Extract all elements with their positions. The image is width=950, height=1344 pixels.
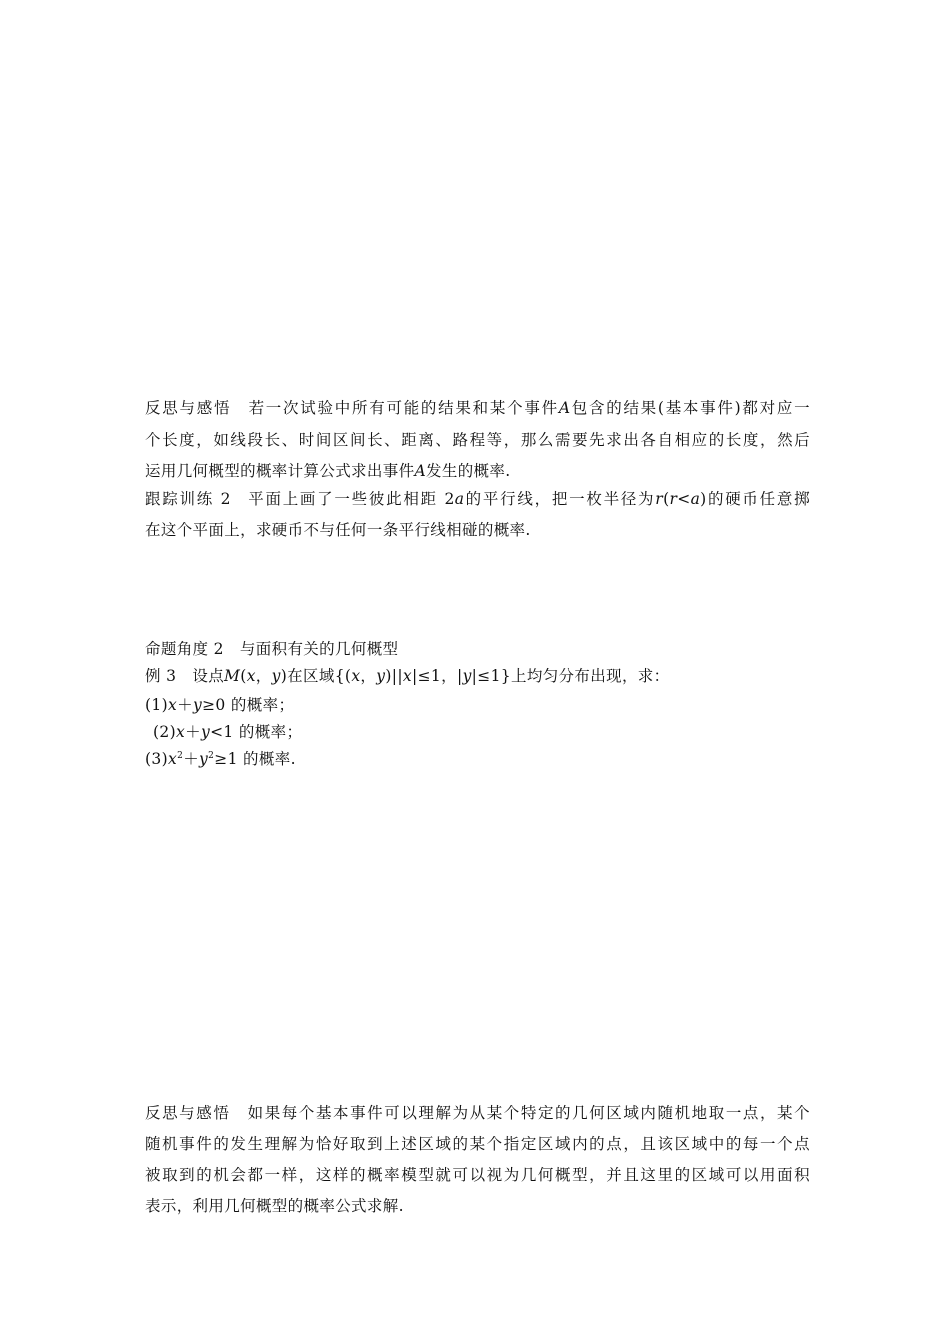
- reflection2-line4: 表示，利用几何概型的概率公式求解.: [145, 1197, 404, 1215]
- reflection2-text: 如果每个基本事件可以理解为从某个特定的几何区域内随机地取一点，某个: [246, 1104, 810, 1122]
- example3-text: )||: [385, 667, 403, 685]
- example3-line: [145, 664, 810, 688]
- exercise2-heading: 跟踪训练 2: [145, 490, 231, 508]
- example3-heading: 例 3: [145, 667, 177, 685]
- math-operator: ＋: [183, 750, 200, 768]
- var-y: y: [200, 723, 211, 741]
- example3-question-3: [145, 747, 810, 771]
- math-operator: ＋: [177, 696, 193, 714]
- var-x: x: [168, 696, 178, 714]
- var-x: x: [351, 667, 361, 685]
- var-x: x: [246, 667, 256, 685]
- example3-text: (: [240, 667, 247, 685]
- reflection2-line3: 被取到的机会都一样，这样的概率模型就可以视为几何概型，并且这里的区域可以用面积: [145, 1166, 810, 1184]
- exponent: 2: [177, 751, 184, 761]
- reflection2-line1: [145, 1101, 810, 1125]
- question-number: (3): [145, 750, 169, 768]
- angle2-heading: 命题角度 2: [145, 640, 224, 658]
- reflection1-heading: 反思与感悟: [145, 399, 232, 417]
- example3-text: 设点: [192, 667, 225, 685]
- question-text: ≥1 的概率.: [214, 750, 296, 768]
- question-text: ≥0 的概率；: [202, 696, 295, 714]
- exercise2-text: (: [663, 490, 670, 508]
- question-number: (1): [145, 696, 169, 714]
- exercise2-text: 的平行线，把一枚半径为: [464, 490, 656, 508]
- var-y: y: [376, 667, 386, 685]
- var-r: r: [669, 490, 678, 508]
- exercise2-text: 平面上画了一些彼此相距 2: [246, 490, 455, 508]
- reflection1-line1: [145, 396, 810, 420]
- exercise2-text: <: [677, 490, 691, 508]
- angle2-heading-line: [145, 637, 810, 661]
- var-x: x: [176, 723, 186, 741]
- angle2-title: 与面积有关的几何概型: [239, 640, 399, 658]
- var-y: y: [462, 667, 472, 685]
- var-a: a: [454, 490, 465, 508]
- reflection2-line2: 随机事件的发生理解为恰好取到上述区域的某个指定区域内的点，且该区域中的每一个点: [145, 1135, 810, 1153]
- reflection2-heading: 反思与感悟: [145, 1104, 231, 1122]
- example3-text: )在区域{(: [280, 667, 352, 685]
- var-a: a: [690, 490, 701, 508]
- example3-question-1: [145, 693, 810, 717]
- exercise2-text: )的硬币任意掷: [700, 490, 810, 508]
- var-y: y: [199, 750, 209, 768]
- question-number: (2): [153, 723, 177, 741]
- var-A: A: [558, 399, 571, 417]
- example3-text: |≤1}上均匀分布出现，求：: [471, 667, 670, 685]
- question-text: <1 的概率；: [210, 723, 303, 741]
- math-operator: ＋: [185, 723, 201, 741]
- example3-text: ，: [360, 667, 377, 685]
- example3-text: |≤1，|: [412, 667, 463, 685]
- example3-text: ，: [255, 667, 272, 685]
- reflection1-text: 发生的概率.: [426, 462, 511, 480]
- var-r: r: [655, 490, 664, 508]
- reflection1-text: 包含的结果(基本事件)都对应一: [570, 399, 810, 417]
- var-y: y: [192, 696, 203, 714]
- example3-question-2: [153, 720, 818, 744]
- var-M: M: [224, 667, 241, 685]
- var-A: A: [414, 462, 426, 480]
- reflection1-text: 若一次试验中所有可能的结果和某个事件: [247, 399, 559, 417]
- reflection1-text: 运用几何概型的概率计算公式求出事件: [145, 462, 415, 480]
- exponent: 2: [208, 751, 215, 761]
- exercise2-line1: [145, 487, 810, 511]
- var-x: x: [402, 667, 413, 685]
- reflection1-line3: [145, 459, 810, 483]
- exercise2-line2: 在这个平面上，求硬币不与任何一条平行线相碰的概率.: [145, 521, 531, 539]
- var-y: y: [271, 667, 281, 685]
- var-x: x: [168, 750, 178, 768]
- reflection1-line2: 个长度，如线段长、时间区间长、距离、路程等，那么需要先求出各自相应的长度，然后: [145, 431, 810, 449]
